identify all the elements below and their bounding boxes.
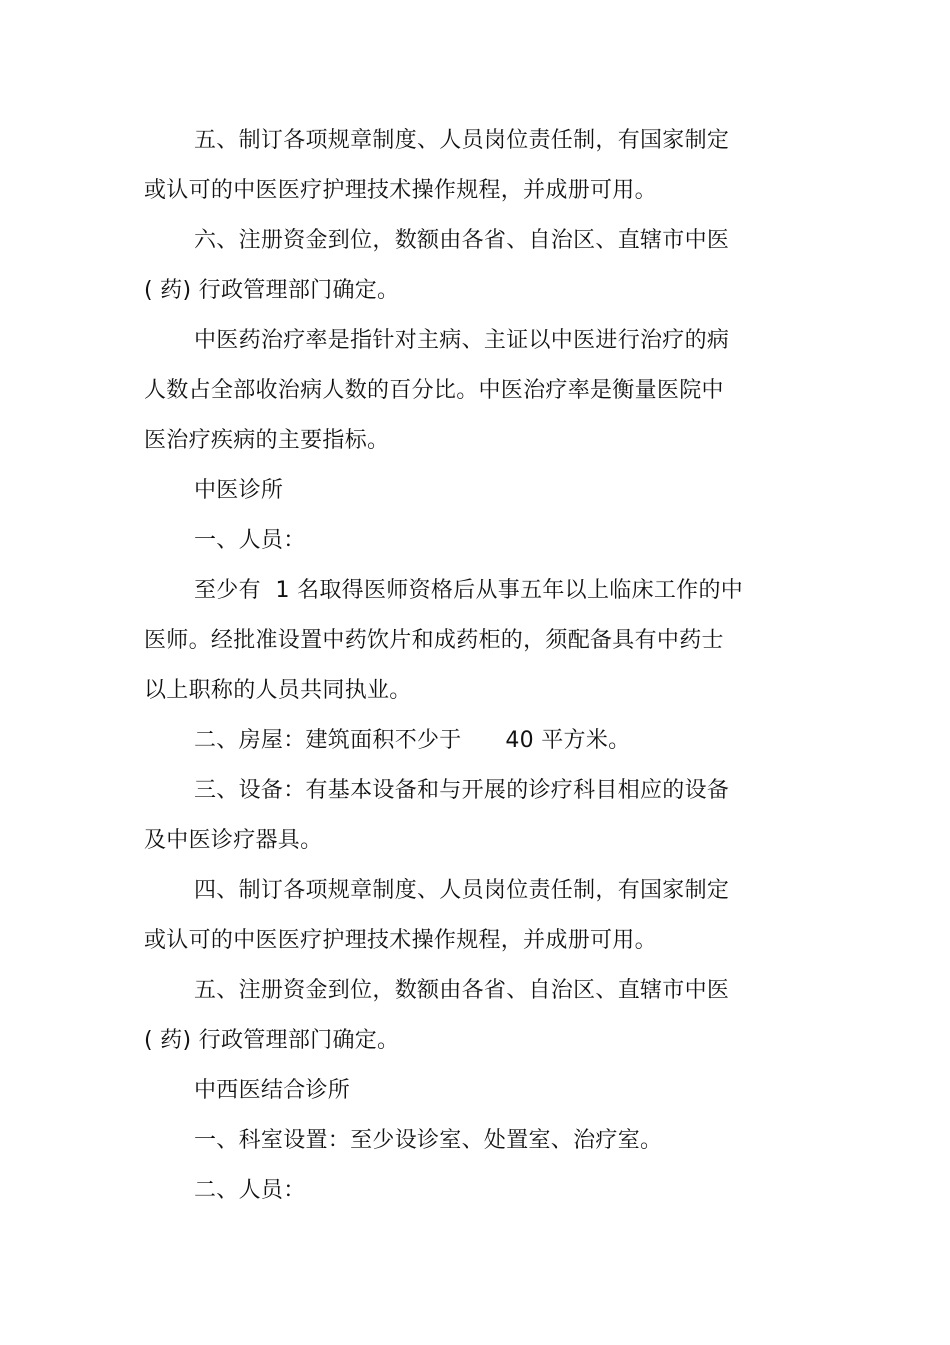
paragraph-line: 以上职称的人员共同执业。 bbox=[144, 678, 412, 703]
section-heading: 中西医结合诊所 bbox=[194, 1078, 351, 1103]
paragraph-line: 一、科室设置：至少设诊室、处置室、治疗室。 bbox=[194, 1128, 663, 1153]
paragraph-line: 中医药治疗率是指针对主病、主证以中医进行治疗的病 bbox=[194, 328, 730, 353]
paragraph-line: 四、制订各项规章制度、人员岗位责任制，有国家制定 bbox=[194, 878, 730, 903]
paragraph-line: 二、房屋：建筑面积不少于 40 平方米。 bbox=[194, 728, 631, 753]
paragraph-line: 一、人员： bbox=[194, 528, 306, 553]
paragraph-line: ( 药) 行政管理部门确定。 bbox=[144, 278, 400, 303]
paragraph-line: ( 药) 行政管理部门确定。 bbox=[144, 1028, 400, 1053]
paragraph-line: 人数占全部收治病人数的百分比。中医治疗率是衡量医院中 bbox=[144, 378, 724, 403]
paragraph-line: 或认可的中医医疗护理技术操作规程，并成册可用。 bbox=[144, 928, 657, 953]
paragraph-line: 或认可的中医医疗护理技术操作规程，并成册可用。 bbox=[144, 178, 657, 203]
paragraph-line: 及中医诊疗器具。 bbox=[144, 828, 323, 853]
paragraph-line: 五、注册资金到位，数额由各省、自治区、直辖市中医 bbox=[194, 978, 730, 1003]
paragraph-line: 六、注册资金到位，数额由各省、自治区、直辖市中医 bbox=[194, 228, 730, 253]
section-heading: 中医诊所 bbox=[194, 478, 284, 503]
paragraph-line: 至少有 1 名取得医师资格后从事五年以上临床工作的中 bbox=[194, 578, 744, 603]
paragraph-line: 医师。经批准设置中药饮片和成药柜的，须配备具有中药士 bbox=[144, 628, 724, 653]
paragraph-line: 三、设备：有基本设备和与开展的诊疗科目相应的设备 bbox=[194, 778, 730, 803]
paragraph-line: 二、人员： bbox=[194, 1178, 306, 1203]
paragraph-line: 五、制订各项规章制度、人员岗位责任制，有国家制定 bbox=[194, 128, 730, 153]
paragraph-line: 医治疗疾病的主要指标。 bbox=[144, 428, 390, 453]
